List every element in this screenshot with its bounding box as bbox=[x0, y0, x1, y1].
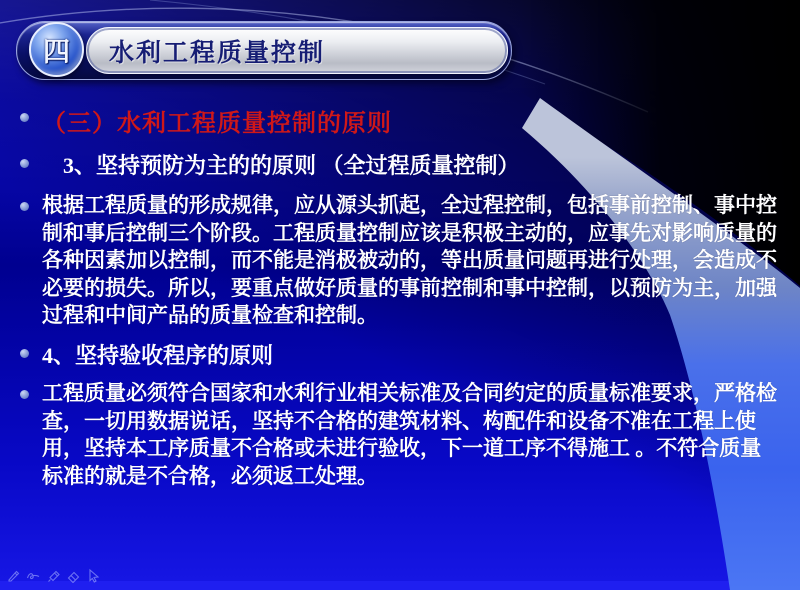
highlighter-icon[interactable] bbox=[45, 567, 61, 583]
annotation-toolbar bbox=[5, 567, 101, 583]
freeform-icon[interactable] bbox=[25, 567, 41, 583]
subheading-row bbox=[14, 339, 786, 370]
slide-title: 水利工程质量控制 bbox=[109, 38, 326, 67]
section-heading: （三）水利工程质量控制的原则 bbox=[42, 110, 392, 137]
paragraph-text: 根据工程质量的形成规律，应从源头抓起，全过程控制，包括事前控制、事中控制和事后控制三个阶段。工程质量控制应该是积极主动的，应事先对影响质量的各种因素加以控制，而不能是消极被动的，等出质量问题再进行处理，会造成不必要的损失。所以，要重点做好质量的事前控制和事中控制，以预防为主，加强过程和中间产品的质量检查和控制。 bbox=[42, 193, 777, 327]
section-number-text: 四 bbox=[43, 37, 70, 67]
bullet-icon bbox=[20, 390, 29, 399]
subheading-row bbox=[14, 149, 786, 180]
section-number-badge bbox=[29, 22, 84, 77]
subheading-4: 4、坚持验收程序的原则 bbox=[42, 343, 274, 368]
paragraph-row bbox=[14, 380, 786, 490]
bullet-icon bbox=[20, 113, 29, 122]
bullet-icon bbox=[20, 202, 29, 211]
bullet-icon bbox=[20, 159, 29, 168]
eraser-icon[interactable] bbox=[65, 567, 81, 583]
arrow-cursor-icon[interactable] bbox=[85, 567, 101, 583]
pen-icon[interactable] bbox=[5, 567, 21, 583]
bullet-icon bbox=[20, 349, 29, 358]
paragraph-row bbox=[14, 192, 786, 330]
subheading-3: 3、坚持预防为主的的原则 （全过程质量控制） bbox=[63, 153, 520, 178]
heading-row bbox=[14, 103, 786, 138]
header-title-pill bbox=[86, 27, 508, 74]
paragraph-text: 工程质量必须符合国家和水利行业相关标准及合同约定的质量标准要求，严格检查，一切用数据说话，坚持不合格的建筑材料、构配件和设备不准在工程上使 用，坚持本工序质量不合格或未进行验收，下一道工序不得施工 。不符合质量标准的就是不合格，必须返工处理。 bbox=[42, 381, 777, 488]
